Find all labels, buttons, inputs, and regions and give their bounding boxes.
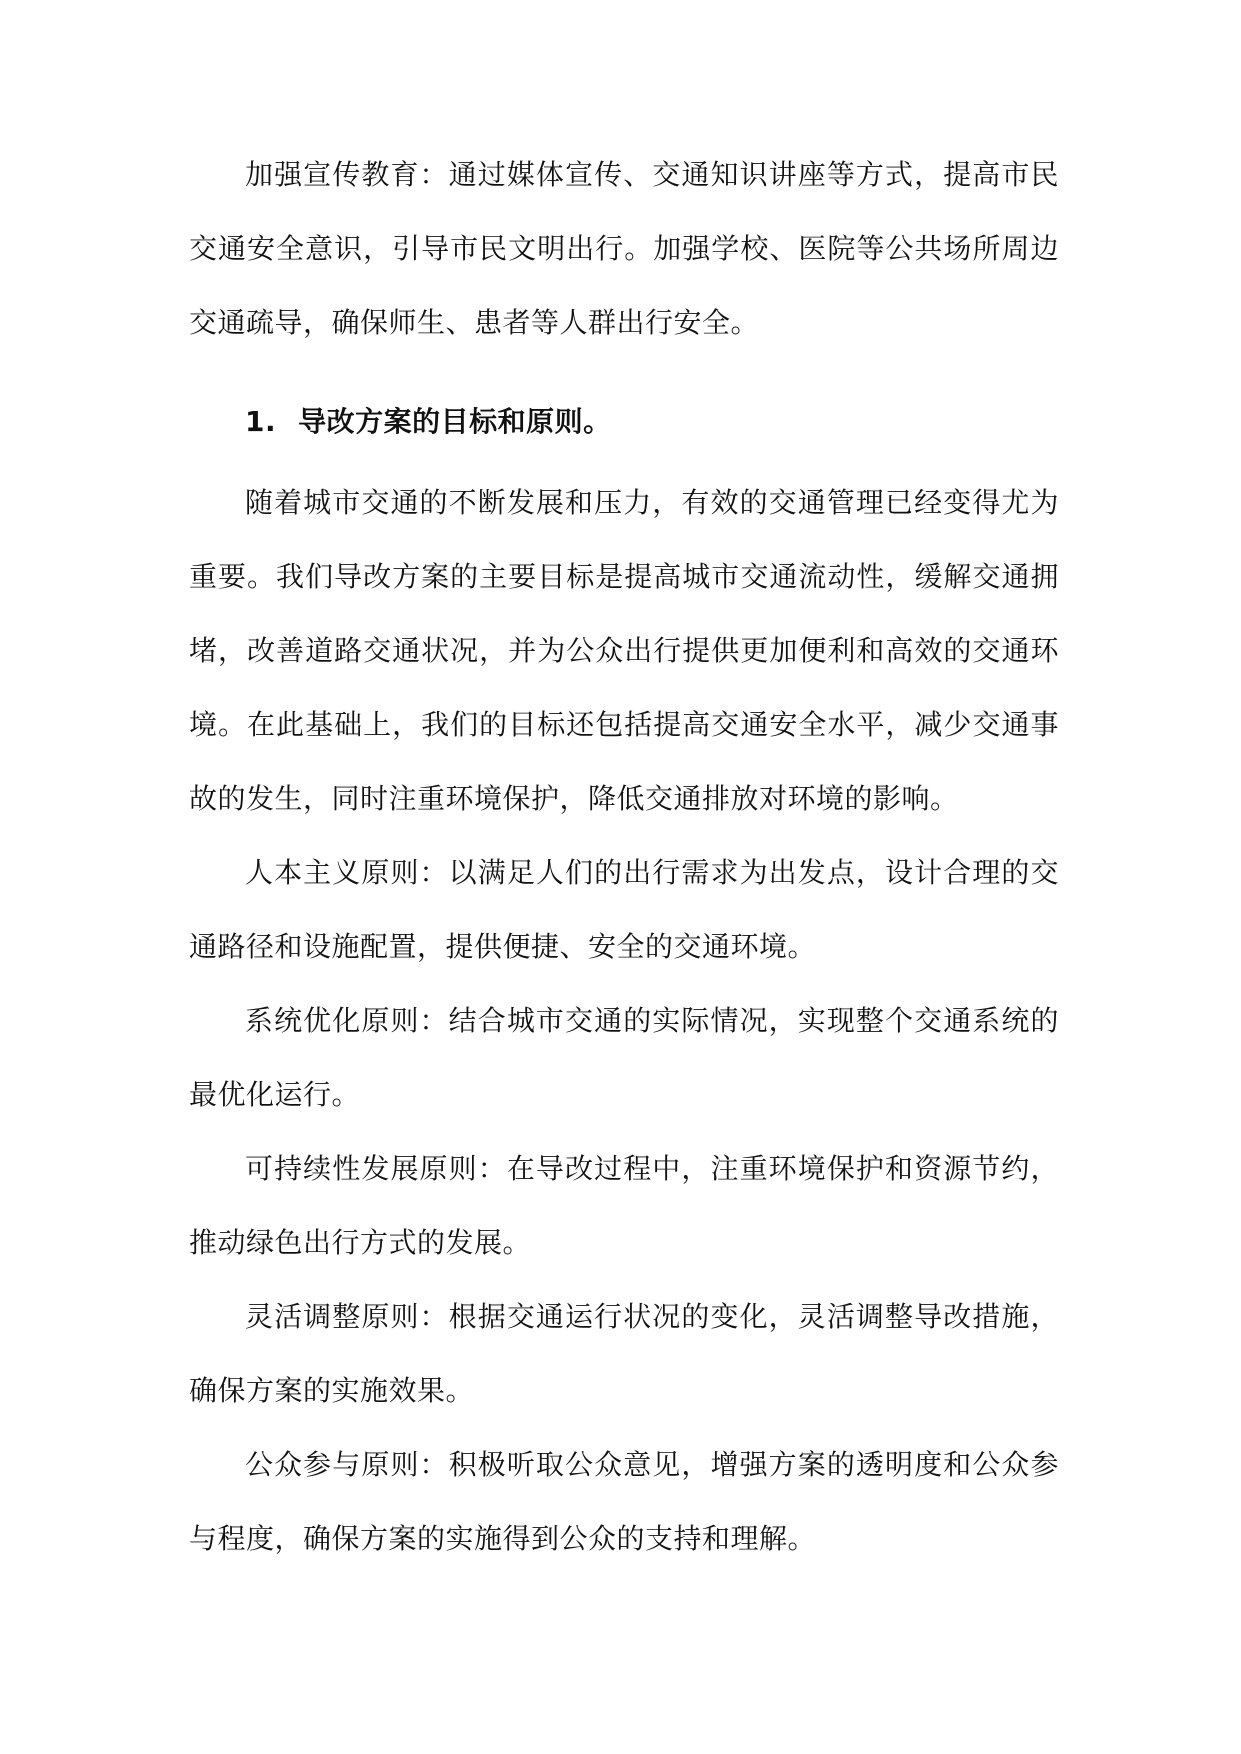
section-title: 导改方案的目标和原则。	[298, 405, 612, 438]
principle-public-participation: 公众参与原则：积极听取公众意见，增强方案的透明度和公众参与程度，确保方案的实施得到公众的支持和理解。	[189, 1448, 1059, 1555]
goals-paragraph: 随着城市交通的不断发展和压力，有效的交通管理已经变得尤为重要。我们导改方案的主要目标是提高城市交通流动性，缓解交通拥堵，改善道路交通状况，并为公众出行提供更加便利和高效的交通环境。在此基础上，我们的目标还包括提高交通安全水平，减少交通事故的发生，同时注重环境保护，降低交通排放对环境的影响。	[189, 486, 1059, 815]
principle-humanism: 人本主义原则：以满足人们的出行需求为出发点，设计合理的交通路径和设施配置，提供便捷、安全的交通环境。	[189, 856, 1059, 963]
principle-sustainability: 可持续性发展原则：在导改过程中，注重环境保护和资源节约，推动绿色出行方式的发展。	[189, 1152, 1059, 1259]
section-heading	[189, 390, 1059, 454]
document-body	[189, 138, 1059, 1576]
principle-system-optimization: 系统优化原则：结合城市交通的实际情况，实现整个交通系统的最优化运行。	[189, 1004, 1059, 1111]
section-spacer	[189, 360, 1059, 390]
section-number: 1.	[245, 405, 277, 438]
principle-flexibility: 灵活调整原则：根据交通运行状况的变化，灵活调整导改措施，确保方案的实施效果。	[189, 1300, 1059, 1407]
intro-paragraph: 加强宣传教育：通过媒体宣传、交通知识讲座等方式，提高市民交通安全意识，引导市民文明出行。加强学校、医院等公共场所周边交通疏导，确保师生、患者等人群出行安全。	[189, 158, 1059, 339]
